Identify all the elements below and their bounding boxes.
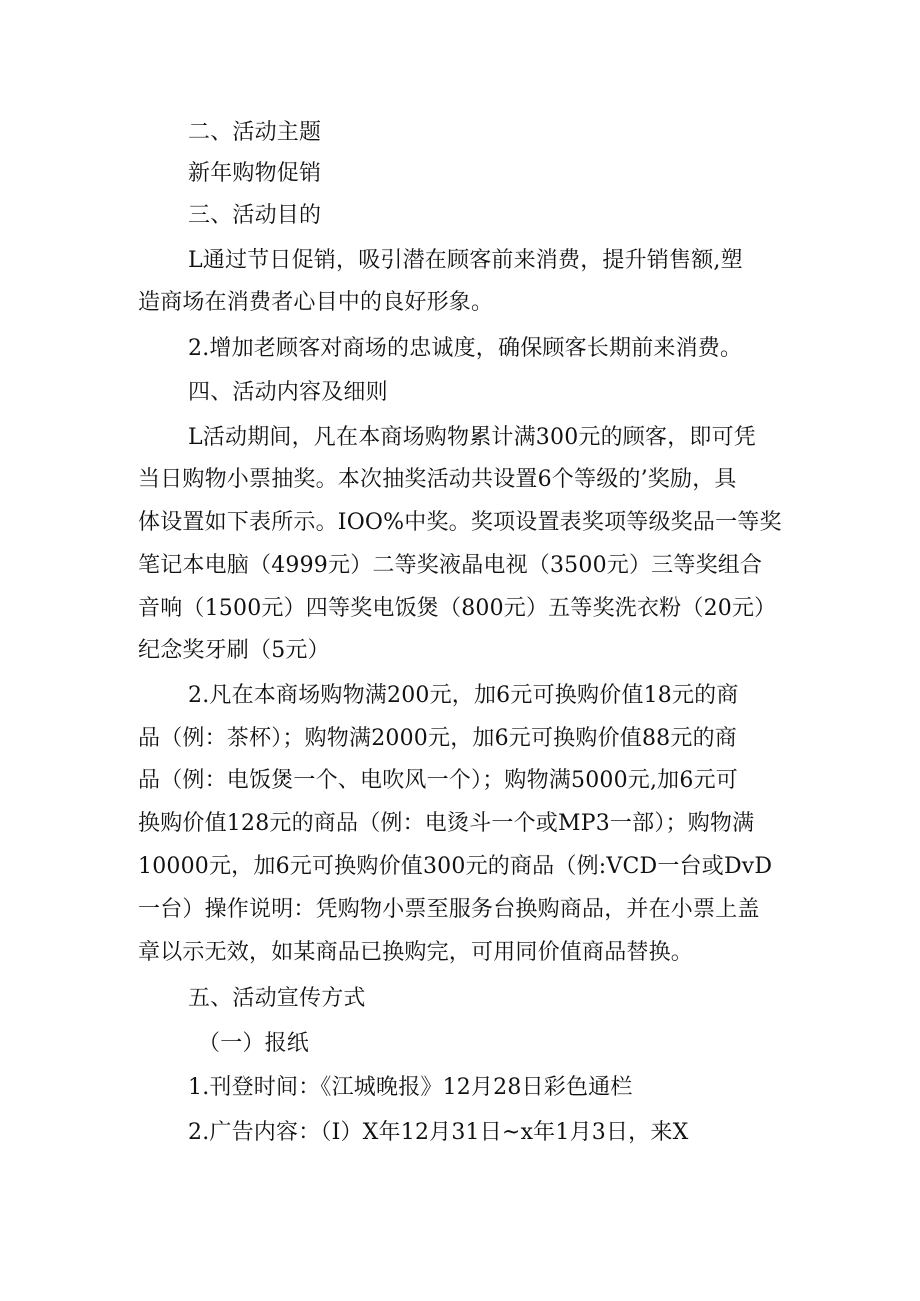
paragraph-purpose-1-line-1: L通过节日促销，吸引潜在顾客前来消费，提升销售额,塑: [188, 248, 743, 273]
paragraph-content-1-line-3: 体设置如下表所示。IOO%中奖。奖项设置表奖项等级奖品一等奖: [138, 510, 782, 535]
paragraph-purpose-2: 2.增加老顾客对商场的忠诚度，确保顾客长期前来消费。: [188, 336, 743, 361]
paragraph-content-1-line-1: L活动期间，凡在本商场购物累计满300元的顾客，即可凭: [188, 425, 757, 450]
paragraph-content-2-line-3: 品（例：电饭煲一个、电吹风一个）；购物满5000元,加6元可: [138, 768, 738, 793]
paragraph-newspaper-1: 1.刊登时间：《江城晚报》12月28日彩色通栏: [188, 1075, 633, 1100]
paragraph-content-2-line-6: 一台）操作说明：凭购物小票至服务台换购商品，并在小票上盖: [138, 897, 760, 922]
paragraph-content-1-line-6: 纪念奖牙刷（5元）: [138, 638, 330, 663]
paragraph-content-1-line-2: 当日购物小票抽奖。本次抽奖活动共设置6个等级的’奖励，具: [138, 467, 737, 492]
paragraph-content-2-line-1: 2.凡在本商场购物满200元，加6元可换购价值18元的商: [188, 683, 739, 708]
heading-activity-theme: 二、活动主题: [188, 120, 322, 145]
paragraph-theme-text: 新年购物促销: [188, 161, 322, 186]
paragraph-content-2-line-2: 品（例：茶杯）；购物满2000元，加6元可换购价值88元的商: [138, 726, 737, 751]
paragraph-content-1-line-4: 笔记本电脑（4999元）二等奖液晶电视（3500元）三等奖组合: [138, 553, 763, 578]
subheading-newspaper: （一）报纸: [198, 1031, 310, 1056]
heading-promotion-methods: 五、活动宣传方式: [188, 986, 366, 1011]
paragraph-content-2-line-4: 换购价值128元的商品（例：电烫斗一个或MP3一部）；购物满: [138, 811, 755, 836]
heading-activity-purpose: 三、活动目的: [188, 203, 322, 228]
heading-activity-content: 四、活动内容及细则: [188, 380, 388, 405]
paragraph-newspaper-2: 2.广告内容：（I）X年12月31日~x年1月3日，来X: [188, 1120, 689, 1145]
paragraph-content-1-line-5: 音响（1500元）四等奖电饭煲（800元）五等奖洗衣粉（20元）: [138, 596, 777, 621]
paragraph-purpose-1-line-2: 造商场在消费者心目中的良好形象。: [138, 290, 494, 315]
paragraph-content-2-line-5: 10000元，加6元可换购价值300元的商品（例:VCD一台或DvD: [138, 854, 773, 879]
paragraph-content-2-line-7: 章以示无效，如某商品已换购完，可用同价值商品替换。: [138, 940, 694, 965]
